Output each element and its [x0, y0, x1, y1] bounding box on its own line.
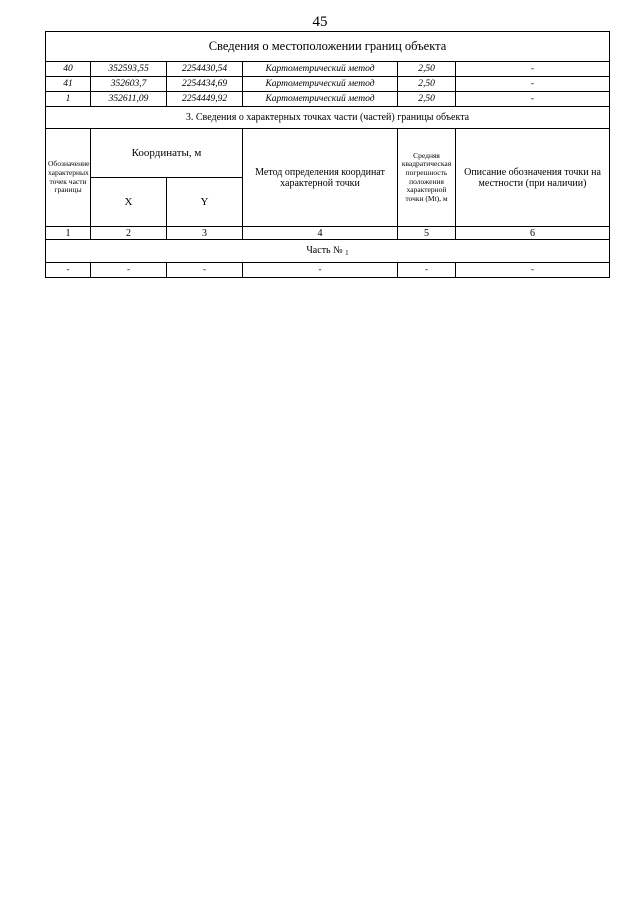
- table-row: [46, 92, 610, 107]
- header-description: Описание обозначения точки на местности (при наличии): [456, 129, 610, 227]
- column-number: 3: [167, 227, 243, 240]
- table-cell: 1: [46, 92, 91, 107]
- table-cell: -: [91, 263, 167, 278]
- table-cell: 352611,09: [91, 92, 167, 107]
- table-cell: -: [456, 92, 610, 107]
- table-cell: 40: [46, 62, 91, 77]
- table-cell: 41: [46, 77, 91, 92]
- part-number: 1: [345, 248, 349, 257]
- column-number: 5: [398, 227, 456, 240]
- table-cell: -: [456, 62, 610, 77]
- part-row: [46, 240, 610, 263]
- column-number: 4: [243, 227, 398, 240]
- table-cell: -: [167, 263, 243, 278]
- table-cell: 2254434,69: [167, 77, 243, 92]
- table-cell: -: [456, 77, 610, 92]
- header-method: Метод определения координат характерной точки: [243, 129, 398, 227]
- table-cell: 352593,55: [91, 62, 167, 77]
- column-number: 2: [91, 227, 167, 240]
- subsection-title-row: [46, 107, 610, 129]
- table-cell: 2,50: [398, 92, 456, 107]
- header-mean-square-error: Средняя квадратическая погрешность положения характерной точки (Mt), м: [398, 129, 456, 227]
- table-cell: -: [456, 263, 610, 278]
- column-number: 1: [46, 227, 91, 240]
- table-cell: Картометрический метод: [243, 92, 398, 107]
- table-cell: Картометрический метод: [243, 62, 398, 77]
- table-cell: Картометрический метод: [243, 77, 398, 92]
- section-title-row: [46, 32, 610, 62]
- header-point-designation: Обозначение характерных точек части границы: [46, 129, 91, 227]
- table-cell: 2254430,54: [167, 62, 243, 77]
- header-row: [46, 129, 610, 178]
- header-x: X: [91, 178, 167, 227]
- part-label-cell: [46, 240, 610, 263]
- table-cell: 352603,7: [91, 77, 167, 92]
- section-title: Сведения о местоположении границ объекта: [46, 32, 610, 62]
- column-number: 6: [456, 227, 610, 240]
- table-cell: -: [46, 263, 91, 278]
- header-coordinates: Координаты, м: [91, 129, 243, 178]
- subsection-title: 3. Сведения о характерных точках части (частей) границы объекта: [46, 107, 610, 129]
- table-cell: 2254449,92: [167, 92, 243, 107]
- header-y: Y: [167, 178, 243, 227]
- table-cell: 2,50: [398, 62, 456, 77]
- column-numbers-row: [46, 227, 610, 240]
- table-cell: 2,50: [398, 77, 456, 92]
- table-row: [46, 62, 610, 77]
- table-cell: -: [243, 263, 398, 278]
- table-row: [46, 77, 610, 92]
- page-number: 45: [312, 14, 328, 30]
- part-label: Часть №: [306, 244, 343, 256]
- table-row: [46, 263, 610, 278]
- boundary-table: [45, 31, 610, 278]
- table-cell: -: [398, 263, 456, 278]
